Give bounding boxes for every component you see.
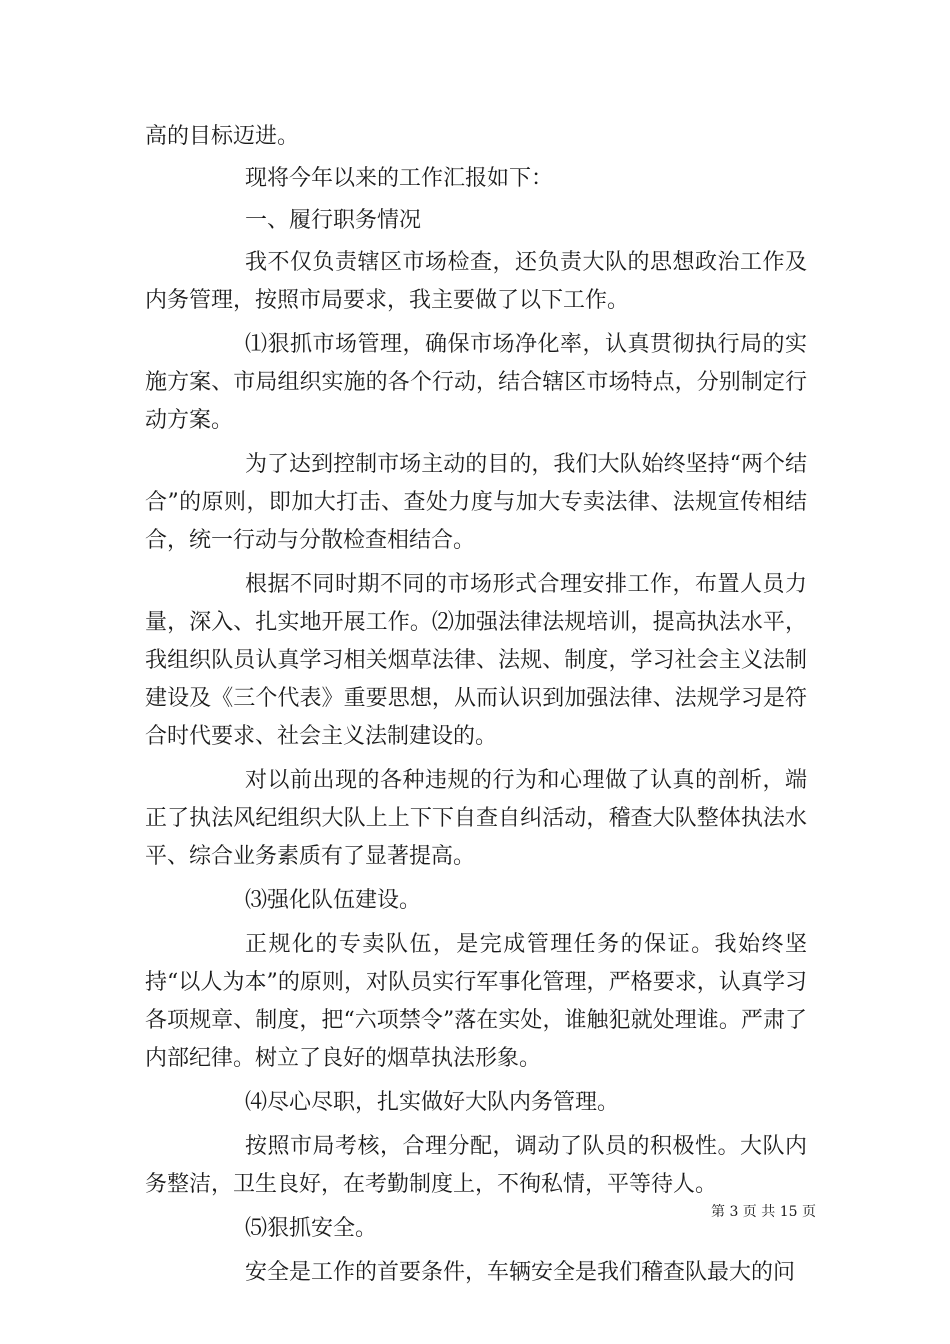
paragraph-1: 高的目标迈进。 (145, 124, 300, 149)
paragraph-6: 根据不同时期不同的市场形式合理安排工作，布置人员力量，深入、扎实地开展工作。⑵加强法律法规培训，提高执法水平，我组织队员认真学习相关烟草法律、法规、制度，学习社会主义法制建设及《三个代表》重要思想，从而认识到加强法律、法规学习是符合时代要求、社会主义法制建设的。 (145, 572, 807, 749)
paragraph-2: 现将今年以来的工作汇报如下： (245, 166, 554, 191)
document-body (145, 118, 807, 1292)
paragraph-9: 正规化的专卖队伍，是完成管理任务的保证。我始终坚持“以人为本”的原则，对队员实行军事化管理，严格要求，认真学习各项规章、制度，把“六项禁令”落在实处，谁触犯就处理谁。严肃了内部纪律。树立了良好的烟草执法形象。 (145, 932, 807, 1071)
paragraph-3: 我不仅负责辖区市场检查，还负责大队的思想政治工作及内务管理，按照市局要求，我主要做了以下工作。 (145, 250, 807, 313)
section-heading: 一、履行职务情况 (245, 208, 422, 233)
paragraph-5: 为了达到控制市场主动的目的，我们大队始终坚持“两个结合”的原则，即加大打击、查处力度与加大专卖法律、法规宣传相结合，统一行动与分散检查相结合。 (145, 452, 807, 553)
paragraph-8: ⑶强化队伍建设。 (245, 888, 422, 913)
paragraph-12: ⑸狠抓安全。 (245, 1216, 378, 1241)
paragraph-4: ⑴狠抓市场管理，确保市场净化率，认真贯彻执行局的实施方案、市局组织实施的各个行动，结合辖区市场特点，分别制定行动方案。 (145, 332, 807, 433)
page-number: 第 3 页 共 15 页 (711, 1204, 816, 1220)
paragraph-10: ⑷尽心尽职，扎实做好大队内务管理。 (245, 1090, 620, 1115)
paragraph-13: 安全是工作的首要条件，车辆安全是我们稽查队最大的问 (245, 1260, 796, 1285)
paragraph-7: 对以前出现的各种违规的行为和心理做了认真的剖析，端正了执法风纪组织大队上上下下自查自纠活动，稽查大队整体执法水平、综合业务素质有了显著提高。 (145, 768, 807, 869)
paragraph-11: 按照市局考核，合理分配，调动了队员的积极性。大队内务整洁，卫生良好，在考勤制度上，不徇私情，平等待人。 (145, 1134, 807, 1197)
